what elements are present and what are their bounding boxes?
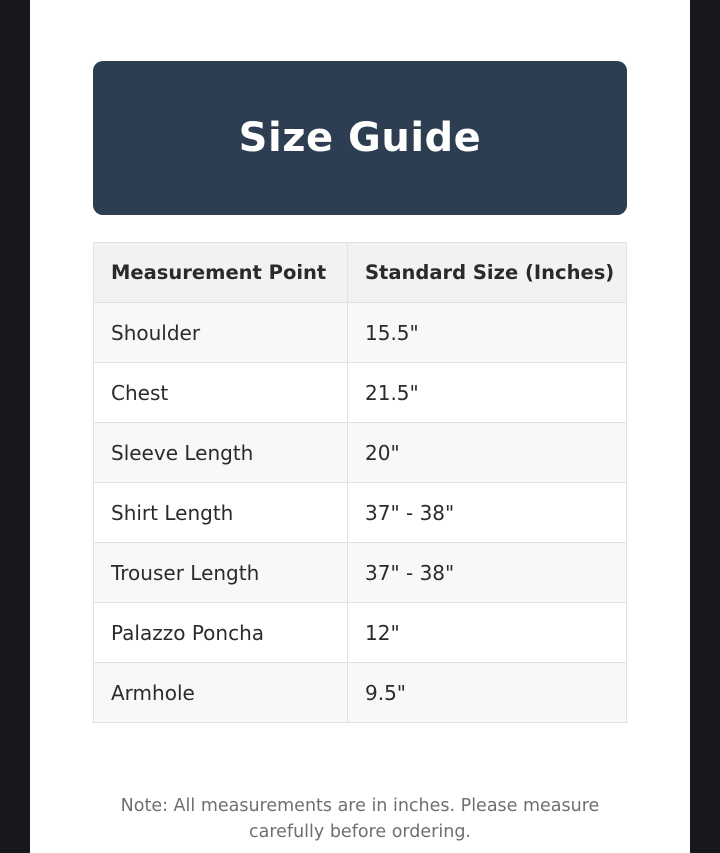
table-row — [94, 543, 627, 603]
measurement-point-cell: Palazzo Poncha — [94, 603, 348, 663]
table-row — [94, 603, 627, 663]
measurement-note: Note: All measurements are in inches. Please measure carefully before ordering. — [120, 795, 600, 842]
size-value-cell: 21.5" — [348, 363, 627, 423]
column-header-standard-size: Standard Size (Inches) — [348, 243, 627, 303]
measurement-point-cell: Chest — [94, 363, 348, 423]
size-guide-page — [30, 0, 690, 853]
size-value-cell: 12" — [348, 603, 627, 663]
table-row — [94, 663, 627, 723]
table-row — [94, 363, 627, 423]
size-value-cell: 37" - 38" — [348, 483, 627, 543]
measurement-point-cell: Shirt Length — [94, 483, 348, 543]
page-title: Size Guide — [238, 115, 482, 161]
table-header-row — [94, 243, 627, 303]
size-value-cell: 37" - 38" — [348, 543, 627, 603]
measurement-point-cell: Armhole — [94, 663, 348, 723]
measurement-point-cell: Trouser Length — [94, 543, 348, 603]
table-row — [94, 483, 627, 543]
measurement-point-cell: Sleeve Length — [94, 423, 348, 483]
size-value-cell: 15.5" — [348, 303, 627, 363]
size-value-cell: 20" — [348, 423, 627, 483]
column-header-measurement-point: Measurement Point — [94, 243, 348, 303]
title-banner — [93, 61, 627, 215]
measurement-point-cell: Shoulder — [94, 303, 348, 363]
size-value-cell: 9.5" — [348, 663, 627, 723]
table-row — [94, 423, 627, 483]
table-row — [94, 303, 627, 363]
size-table — [93, 242, 627, 723]
